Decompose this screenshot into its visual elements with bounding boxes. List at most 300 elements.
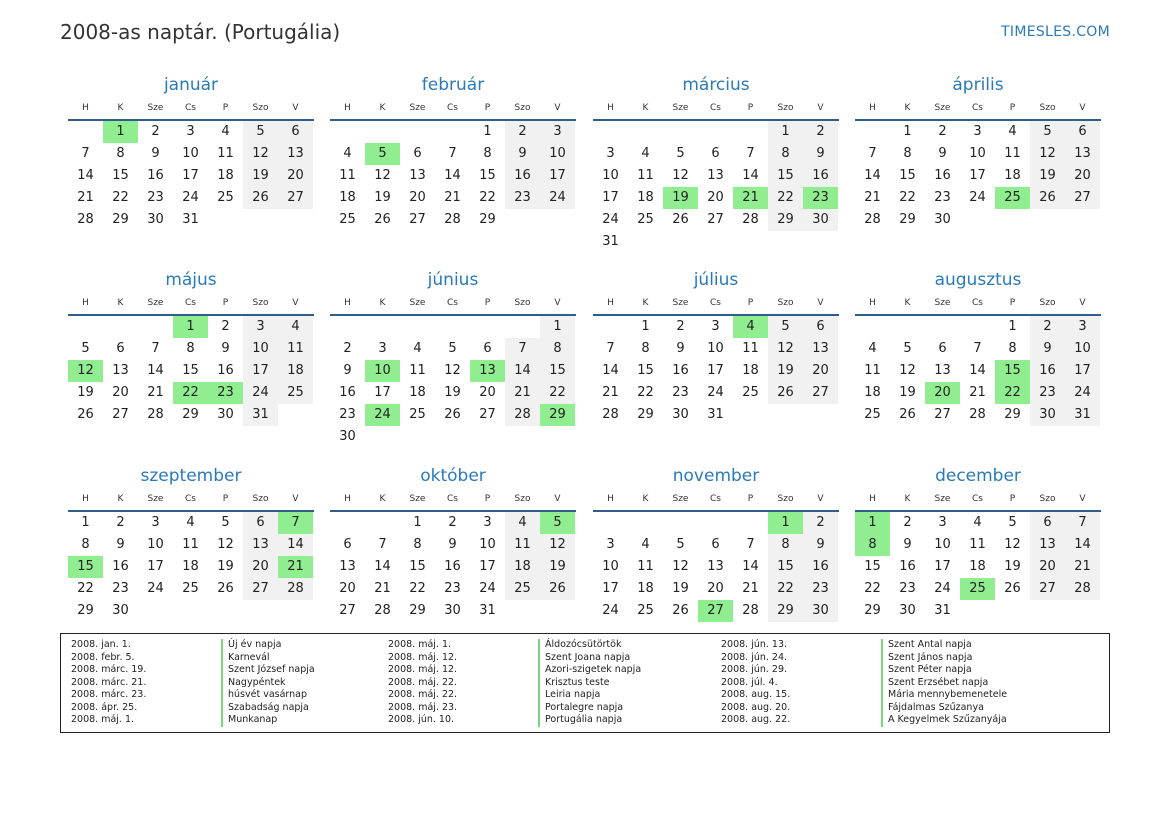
month-name: augusztus — [934, 270, 1022, 290]
calendar-day: 15 — [182, 363, 199, 378]
legend-holiday-name: Mária mennybemenetele — [881, 689, 1007, 702]
calendar-day: 2 — [518, 124, 527, 139]
calendar-day: 17 — [252, 363, 269, 378]
calendar-day: 4 — [291, 319, 300, 334]
calendar-day: 25 — [637, 603, 654, 618]
calendar-day: 15 — [409, 559, 426, 574]
calendar-day: 13 — [934, 363, 951, 378]
calendar-day: 8 — [81, 537, 90, 552]
calendar-day: 4 — [518, 515, 527, 530]
calendar-day: 3 — [151, 515, 160, 530]
weekday-header — [855, 102, 1101, 114]
month-block — [855, 270, 1101, 422]
month-name: január — [163, 75, 219, 95]
calendar-day: 10 — [602, 559, 619, 574]
calendar-day: 17 — [602, 581, 619, 596]
calendar-day: 1 — [81, 515, 90, 530]
calendar-day: 2 — [903, 515, 912, 530]
calendar-day: 10 — [147, 537, 164, 552]
calendar-day: 5 — [81, 341, 90, 356]
calendar-day: 29 — [777, 603, 794, 618]
calendar-day: 29 — [112, 212, 129, 227]
weekday-label: H — [344, 103, 351, 113]
brand-link[interactable]: TIMESLES.COM — [1001, 24, 1110, 40]
day-grid — [68, 316, 314, 448]
calendar-day: 29 — [77, 603, 94, 618]
weekday-label: H — [344, 494, 351, 504]
calendar-day: 17 — [602, 190, 619, 205]
calendar-day: 9 — [1043, 341, 1052, 356]
holiday-day: 25 — [995, 187, 1030, 209]
calendar-day: 7 — [81, 146, 90, 161]
calendar-day: 25 — [287, 385, 304, 400]
month-block — [330, 466, 576, 618]
holiday-day: 23 — [803, 187, 838, 209]
weekday-label: Cs — [710, 298, 721, 308]
calendar-day: 26 — [217, 581, 234, 596]
legend-holiday-name: Munkanap — [221, 714, 315, 727]
calendar-day: 26 — [672, 603, 689, 618]
calendar-day: 2 — [343, 341, 352, 356]
calendar-day: 4 — [641, 537, 650, 552]
calendar-day: 17 — [969, 168, 986, 183]
calendar-day: 18 — [1004, 168, 1021, 183]
calendar-day: 9 — [151, 146, 160, 161]
calendar-day: 5 — [1008, 515, 1017, 530]
calendar-day: 8 — [116, 146, 125, 161]
holiday-day: 20 — [925, 382, 960, 404]
calendar-day: 9 — [343, 363, 352, 378]
legend-date: 2008. jún. 24. — [721, 651, 788, 663]
calendar-day: 9 — [518, 146, 527, 161]
calendar-day: 14 — [742, 559, 759, 574]
calendar-day: 22 — [899, 190, 916, 205]
weekday-label: Cs — [710, 103, 721, 113]
calendar-day: 18 — [182, 559, 199, 574]
legend-date: 2008. jún. 13. — [721, 639, 788, 650]
day-grid — [593, 121, 839, 253]
weekday-label: Szo — [777, 298, 794, 308]
calendar-day: 23 — [812, 581, 829, 596]
weekday-label: K — [117, 298, 124, 308]
calendar-day: 19 — [217, 559, 234, 574]
calendar-day: 28 — [287, 581, 304, 596]
weekday-label: K — [117, 103, 124, 113]
weekday-label: Szo — [514, 103, 531, 113]
day-grid — [855, 121, 1101, 253]
weekday-label: Sze — [147, 103, 164, 113]
calendar-day: 16 — [112, 559, 129, 574]
legend-holiday-name: Szent János napja — [881, 652, 1007, 665]
calendar-day: 21 — [602, 385, 619, 400]
calendar-day: 24 — [602, 212, 619, 227]
calendar-day: 27 — [479, 407, 496, 422]
calendar-day: 3 — [186, 124, 195, 139]
calendar-day: 7 — [1078, 515, 1087, 530]
legend-holiday-name: Szent Péter napja — [881, 664, 1007, 677]
calendar-day: 28 — [864, 212, 881, 227]
calendar-day: 9 — [903, 537, 912, 552]
calendar-day: 17 — [1074, 363, 1091, 378]
holiday-day: 21 — [278, 556, 313, 578]
calendar-day: 16 — [217, 363, 234, 378]
weekday-label: P — [222, 494, 229, 504]
legend-holiday-name: Új év napja — [221, 639, 315, 652]
calendar-day: 4 — [973, 515, 982, 530]
calendar-day: 10 — [1074, 341, 1091, 356]
calendar-day: 27 — [1039, 581, 1056, 596]
calendar-day: 21 — [514, 385, 531, 400]
month-block — [593, 466, 839, 618]
weekday-label: K — [904, 494, 911, 504]
month-block — [855, 466, 1101, 618]
calendar-day: 16 — [1039, 363, 1056, 378]
calendar-day: 9 — [116, 537, 125, 552]
calendar-day: 12 — [1004, 537, 1021, 552]
calendar-day: 7 — [606, 341, 615, 356]
weekday-label: Sze — [934, 494, 951, 504]
month-block — [330, 270, 576, 444]
calendar-day: 17 — [374, 385, 391, 400]
calendar-day: 15 — [637, 363, 654, 378]
weekday-header — [68, 493, 314, 505]
calendar-day: 13 — [707, 168, 724, 183]
calendar-day: 26 — [899, 407, 916, 422]
calendar-day: 28 — [374, 603, 391, 618]
calendar-day: 6 — [711, 146, 720, 161]
calendar-day: 30 — [812, 603, 829, 618]
calendar-day: 26 — [1039, 190, 1056, 205]
calendar-day: 3 — [1078, 319, 1087, 334]
calendar-day: 14 — [742, 168, 759, 183]
calendar-day: 12 — [374, 168, 391, 183]
holiday-day: 10 — [365, 360, 400, 382]
calendar-day: 14 — [444, 168, 461, 183]
weekday-label: Sze — [147, 298, 164, 308]
legend-holiday-name: Szabadság napja — [221, 702, 315, 715]
legend-date: 2008. máj. 12. — [388, 664, 458, 675]
calendar-day: 5 — [676, 146, 685, 161]
calendar-day: 6 — [816, 319, 825, 334]
calendar-day: 15 — [777, 168, 794, 183]
calendar-day: 30 — [444, 603, 461, 618]
legend-date: 2008. jún. 10. — [388, 714, 455, 725]
holiday-day: 15 — [995, 360, 1030, 382]
weekday-label: V — [817, 103, 824, 113]
weekday-label: Cs — [185, 103, 196, 113]
calendar-day: 22 — [549, 385, 566, 400]
page-title: 2008-as naptár. (Portugália) — [60, 20, 341, 44]
weekday-label: Cs — [447, 494, 458, 504]
legend-date: 2008. júl. 4. — [721, 676, 778, 688]
calendar-day: 9 — [816, 537, 825, 552]
calendar-day: 3 — [553, 124, 562, 139]
calendar-day: 25 — [182, 581, 199, 596]
weekday-label: K — [642, 494, 649, 504]
calendar-day: 30 — [934, 212, 951, 227]
calendar-day: 16 — [147, 168, 164, 183]
calendar-day: 10 — [602, 168, 619, 183]
calendar-day: 8 — [413, 537, 422, 552]
calendar-day: 30 — [217, 407, 234, 422]
day-grid — [330, 316, 576, 448]
weekday-label: Szo — [777, 494, 794, 504]
legend-holiday-name: Krisztus teste — [538, 677, 641, 690]
legend-date: 2008. ápr. 25. — [71, 701, 138, 713]
calendar-day: 29 — [637, 407, 654, 422]
calendar-day: 1 — [553, 319, 562, 334]
calendar-day: 16 — [934, 168, 951, 183]
calendar-day: 18 — [514, 559, 531, 574]
weekday-label: H — [82, 298, 89, 308]
calendar-day: 23 — [1039, 385, 1056, 400]
calendar-day: 2 — [116, 515, 125, 530]
holiday-day: 1 — [768, 512, 803, 534]
calendar-day: 12 — [217, 537, 234, 552]
calendar-day: 18 — [742, 363, 759, 378]
weekday-label: K — [642, 103, 649, 113]
calendar-day: 11 — [969, 537, 986, 552]
calendar-day: 1 — [483, 124, 492, 139]
weekday-label: K — [379, 298, 386, 308]
calendar-day: 10 — [252, 341, 269, 356]
calendar-day: 24 — [969, 190, 986, 205]
calendar-day: 29 — [864, 603, 881, 618]
calendar-day: 16 — [899, 559, 916, 574]
calendar-day: 19 — [1039, 168, 1056, 183]
legend-holiday-name: Azori-szigetek napja — [538, 664, 641, 677]
calendar-day: 3 — [606, 146, 615, 161]
calendar-day: 18 — [339, 190, 356, 205]
calendar-day: 31 — [252, 407, 269, 422]
calendar-day: 20 — [479, 385, 496, 400]
calendar-day: 23 — [444, 581, 461, 596]
weekday-label: P — [484, 298, 491, 308]
calendar-day: 29 — [899, 212, 916, 227]
holiday-day: 22 — [995, 382, 1030, 404]
calendar-day: 24 — [602, 603, 619, 618]
calendar-day: 17 — [182, 168, 199, 183]
calendar-day: 19 — [549, 559, 566, 574]
month-name: július — [693, 270, 739, 290]
calendar-day: 18 — [969, 559, 986, 574]
calendar-day: 7 — [518, 341, 527, 356]
weekday-header — [330, 297, 576, 309]
calendar-day: 17 — [934, 559, 951, 574]
weekday-label: P — [1009, 103, 1016, 113]
legend-holiday-name: Áldozócsütörtök — [538, 639, 641, 652]
legend-date: 2008. máj. 12. — [388, 651, 458, 663]
calendar-day: 10 — [934, 537, 951, 552]
calendar-day: 11 — [182, 537, 199, 552]
legend-holiday-name: Szent Erzsébet napja — [881, 677, 1007, 690]
calendar-day: 31 — [602, 234, 619, 249]
calendar-day: 10 — [969, 146, 986, 161]
legend-date: 2008. jún. 29. — [721, 664, 788, 675]
calendar-day: 2 — [676, 319, 685, 334]
calendar-day: 19 — [77, 385, 94, 400]
calendar-day: 12 — [252, 146, 269, 161]
legend-holiday-name: Karnevál — [221, 652, 315, 665]
legend-holiday-name: Fájdalmas Szűzanya — [881, 702, 1007, 715]
weekday-header — [855, 297, 1101, 309]
calendar-day: 22 — [777, 581, 794, 596]
calendar-day: 2 — [448, 515, 457, 530]
calendar-day: 5 — [221, 515, 230, 530]
calendar-day: 7 — [973, 341, 982, 356]
calendar-day: 18 — [287, 363, 304, 378]
calendar-day: 6 — [711, 537, 720, 552]
legend-date-column — [721, 639, 790, 727]
calendar-day: 11 — [637, 559, 654, 574]
calendar-day: 4 — [1008, 124, 1017, 139]
calendar-day: 23 — [112, 581, 129, 596]
weekday-label: P — [747, 494, 754, 504]
calendar-day: 27 — [112, 407, 129, 422]
calendar-day: 2 — [151, 124, 160, 139]
calendar-day: 3 — [938, 515, 947, 530]
weekday-label: Cs — [710, 494, 721, 504]
calendar-day: 22 — [777, 190, 794, 205]
calendar-day: 16 — [812, 168, 829, 183]
legend-date: 2008. márc. 23. — [71, 689, 147, 700]
holiday-legend — [60, 633, 1110, 733]
month-block — [68, 270, 314, 422]
calendar-day: 8 — [186, 341, 195, 356]
legend-date: 2008. aug. 20. — [721, 701, 791, 713]
legend-date: 2008. máj. 1. — [388, 639, 452, 650]
calendar-day: 13 — [409, 168, 426, 183]
calendar-day: 14 — [864, 168, 881, 183]
holiday-day: 22 — [173, 382, 208, 404]
calendar-day: 10 — [182, 146, 199, 161]
weekday-label: Sze — [672, 103, 689, 113]
month-block — [330, 75, 576, 227]
weekday-label: Cs — [185, 494, 196, 504]
weekday-label: V — [1079, 494, 1086, 504]
legend-holiday-name: Szent József napja — [221, 664, 315, 677]
day-grid — [855, 512, 1101, 644]
month-name: április — [952, 75, 1004, 95]
weekday-label: H — [869, 103, 876, 113]
holiday-day: 27 — [698, 600, 733, 622]
calendar-day: 7 — [746, 146, 755, 161]
weekday-label: K — [642, 298, 649, 308]
weekday-label: H — [82, 103, 89, 113]
calendar-day: 20 — [287, 168, 304, 183]
month-name: február — [421, 75, 485, 95]
calendar-day: 6 — [938, 341, 947, 356]
calendar-day: 5 — [903, 341, 912, 356]
calendar-day: 14 — [147, 363, 164, 378]
holiday-day: 13 — [470, 360, 505, 382]
calendar-day: 22 — [77, 581, 94, 596]
calendar-day: 24 — [182, 190, 199, 205]
calendar-day: 6 — [291, 124, 300, 139]
calendar-day: 3 — [711, 319, 720, 334]
legend-date: 2008. febr. 5. — [71, 651, 135, 663]
calendar-day: 21 — [444, 190, 461, 205]
calendar-day: 18 — [409, 385, 426, 400]
weekday-label: P — [747, 103, 754, 113]
calendar-day: 28 — [602, 407, 619, 422]
calendar-day: 20 — [252, 559, 269, 574]
legend-holiday-name: Portugália napja — [538, 714, 641, 727]
calendar-day: 8 — [483, 146, 492, 161]
legend-date-column — [71, 639, 146, 727]
calendar-day: 15 — [899, 168, 916, 183]
weekday-label: H — [607, 298, 614, 308]
calendar-day: 4 — [221, 124, 230, 139]
weekday-label: P — [222, 298, 229, 308]
calendar-day: 2 — [938, 124, 947, 139]
calendar-day: 14 — [969, 363, 986, 378]
calendar-day: 7 — [868, 146, 877, 161]
calendar-day: 7 — [746, 537, 755, 552]
day-grid — [593, 316, 839, 448]
legend-holiday-name: Szent Joana napja — [538, 652, 641, 665]
weekday-header — [593, 102, 839, 114]
calendar-day: 18 — [637, 581, 654, 596]
calendar-day: 11 — [864, 363, 881, 378]
calendar-day: 8 — [781, 146, 790, 161]
weekday-label: V — [817, 494, 824, 504]
calendar-day: 20 — [812, 363, 829, 378]
calendar-day: 16 — [339, 385, 356, 400]
calendar-day: 3 — [973, 124, 982, 139]
weekday-label: V — [1079, 298, 1086, 308]
calendar-day: 19 — [1004, 559, 1021, 574]
weekday-label: Szo — [514, 298, 531, 308]
calendar-day: 24 — [147, 581, 164, 596]
weekday-label: H — [869, 298, 876, 308]
calendar-day: 13 — [1074, 146, 1091, 161]
calendar-day: 10 — [707, 341, 724, 356]
weekday-header — [593, 493, 839, 505]
holiday-day: 1 — [173, 316, 208, 338]
legend-date: 2008. máj. 22. — [388, 689, 458, 700]
calendar-day: 29 — [479, 212, 496, 227]
calendar-day: 31 — [934, 603, 951, 618]
day-grid — [330, 512, 576, 644]
legend-date: 2008. máj. 23. — [388, 701, 458, 713]
calendar-day: 22 — [864, 581, 881, 596]
weekday-label: Sze — [672, 298, 689, 308]
calendar-day: 23 — [339, 407, 356, 422]
legend-date: 2008. aug. 22. — [721, 714, 791, 725]
calendar-day: 23 — [672, 385, 689, 400]
calendar-day: 30 — [672, 407, 689, 422]
legend-date-column — [388, 639, 457, 727]
weekday-label: Sze — [409, 494, 426, 504]
calendar-day: 4 — [868, 341, 877, 356]
calendar-day: 28 — [742, 603, 759, 618]
calendar-day: 25 — [637, 212, 654, 227]
weekday-header — [330, 493, 576, 505]
calendar-day: 7 — [378, 537, 387, 552]
month-block — [68, 75, 314, 227]
calendar-day: 25 — [339, 212, 356, 227]
calendar-day: 23 — [514, 190, 531, 205]
weekday-label: Cs — [972, 494, 983, 504]
month-name: május — [165, 270, 217, 290]
legend-holiday-name: húsvét vasárnap — [221, 689, 315, 702]
calendar-day: 25 — [409, 407, 426, 422]
calendar-day: 30 — [112, 603, 129, 618]
calendar-day: 13 — [287, 146, 304, 161]
calendar-day: 5 — [448, 341, 457, 356]
month-block — [593, 75, 839, 249]
